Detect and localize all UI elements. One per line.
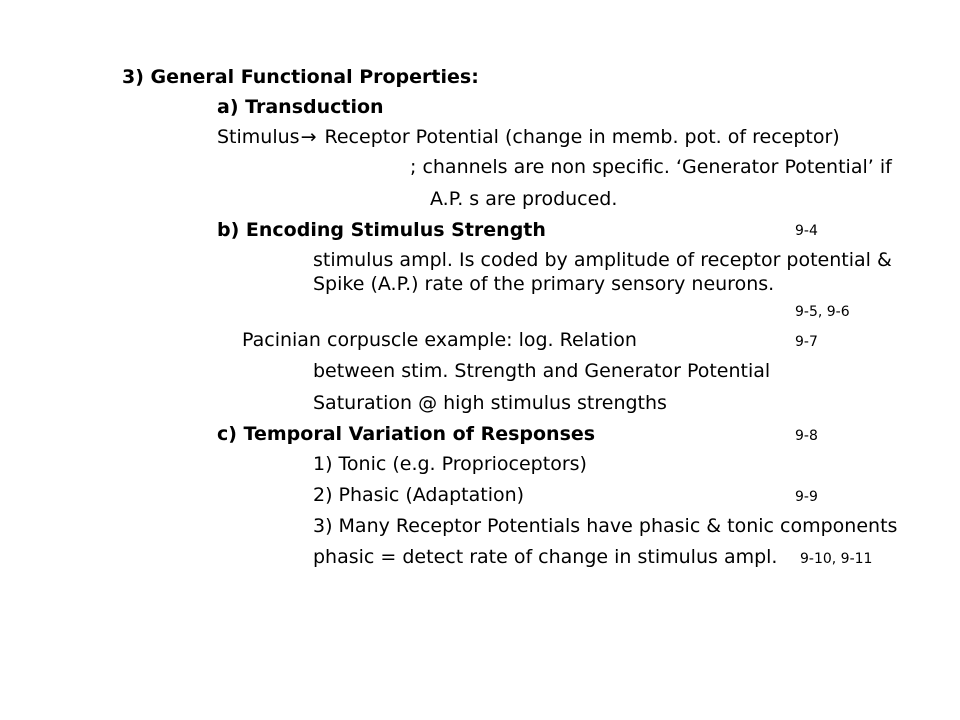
transduction-line-2: ; channels are non specific. ‘Generator Potential’ if xyxy=(410,156,892,178)
figure-ref-9-9: 9-9 xyxy=(795,489,818,505)
section-heading: 3) General Functional Properties: xyxy=(122,66,479,88)
right-arrow-icon: → xyxy=(300,126,317,148)
encoding-line-3: between stim. Strength and Generator Potential xyxy=(313,360,771,382)
pacinian-line: Pacinian corpuscle example: log. Relation xyxy=(242,329,637,351)
temporal-title: c) Temporal Variation of Responses xyxy=(217,423,596,445)
figure-ref-9-5-9-6: 9-5, 9-6 xyxy=(795,304,850,320)
transduction-title: a) Transduction xyxy=(217,96,384,118)
figure-ref-9-8: 9-8 xyxy=(795,428,818,444)
encoding-title: b) Encoding Stimulus Strength xyxy=(217,219,546,241)
transduction-line-3: A.P. s are produced. xyxy=(430,188,618,210)
temporal-item-4: phasic = detect rate of change in stimulus ampl. xyxy=(313,546,778,568)
encoding-line-4: Saturation @ high stimulus strengths xyxy=(313,392,667,414)
transduction-line-1 xyxy=(217,126,840,148)
transduction-line-1-rest: Receptor Potential (change in memb. pot. of receptor) xyxy=(318,126,840,148)
encoding-line-1: stimulus ampl. Is coded by amplitude of receptor potential & xyxy=(313,249,892,271)
encoding-line-2: Spike (A.P.) rate of the primary sensory neurons. xyxy=(313,273,775,295)
stimulus-word: Stimulus xyxy=(217,126,300,148)
temporal-item-1: 1) Tonic (e.g. Proprioceptors) xyxy=(313,453,587,475)
temporal-item-3: 3) Many Receptor Potentials have phasic & tonic components xyxy=(313,515,898,537)
figure-ref-9-4: 9-4 xyxy=(795,223,818,239)
figure-ref-9-10-9-11: 9-10, 9-11 xyxy=(800,551,873,567)
figure-ref-9-7: 9-7 xyxy=(795,334,818,350)
temporal-item-2: 2) Phasic (Adaptation) xyxy=(313,484,525,506)
